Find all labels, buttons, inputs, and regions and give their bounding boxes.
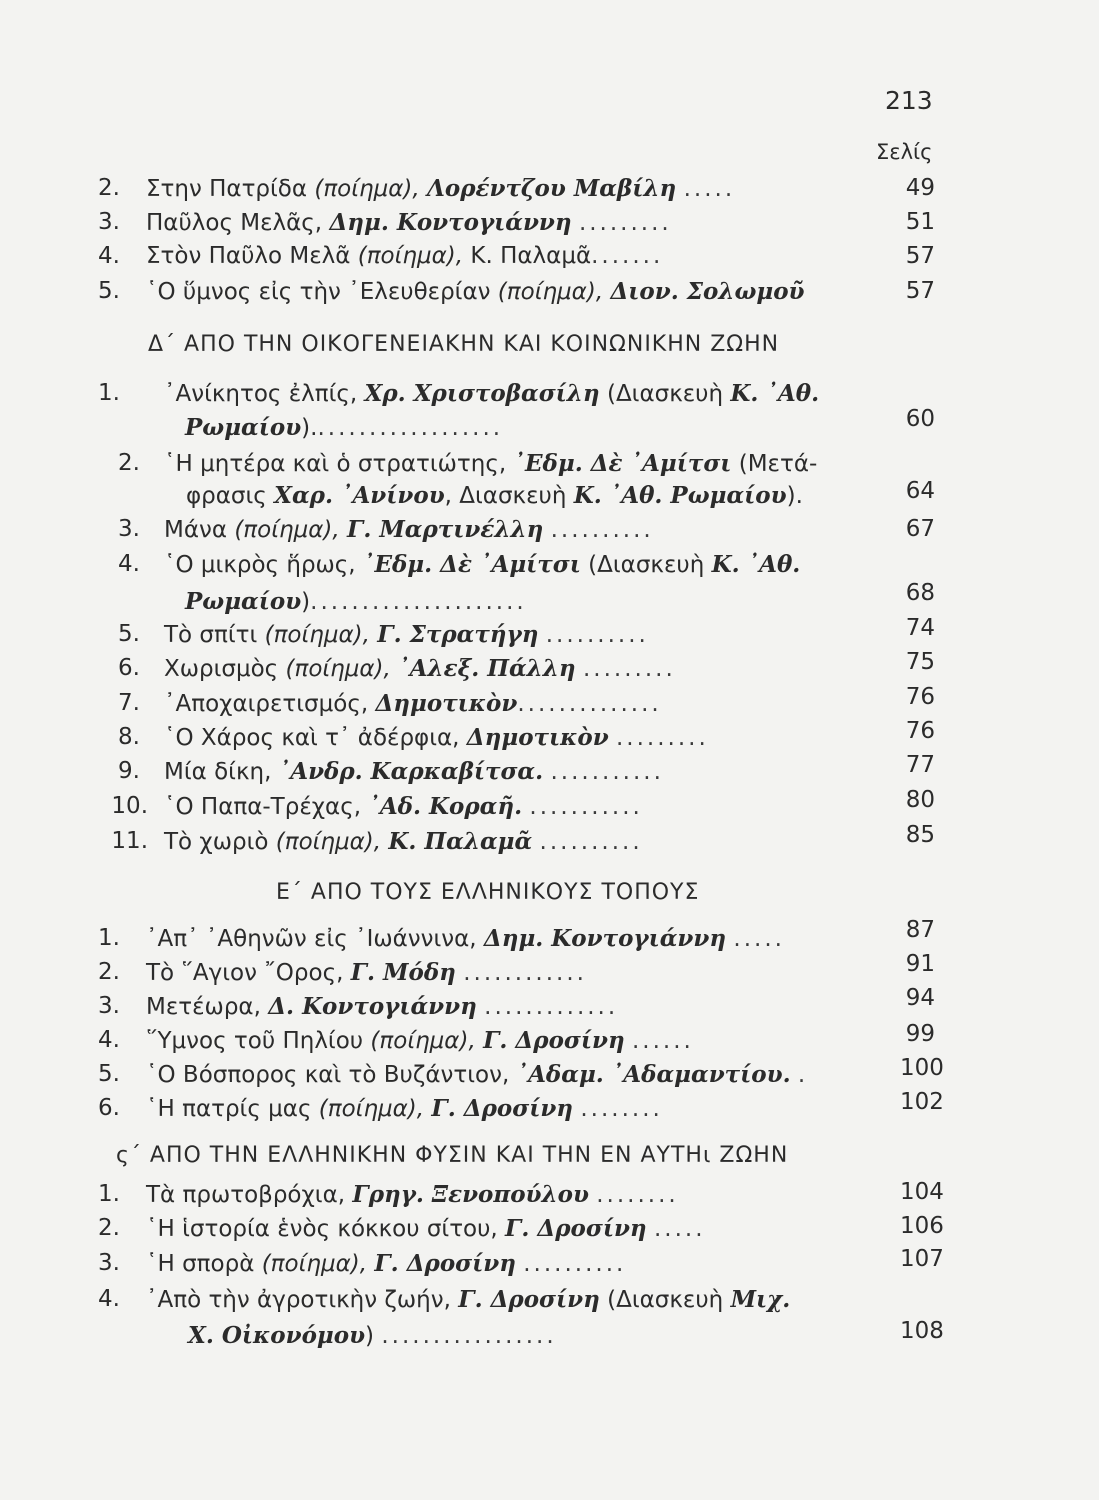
entry-note: (ποίημα),	[318, 1096, 432, 1122]
entry-author: Γ. Στρατήγη	[377, 621, 539, 648]
entry-author: ᾿Αδαμ. ᾿Αδαμαντίου.	[516, 1061, 791, 1088]
entry-note: )	[301, 589, 311, 615]
entry-note: (Διασκευὴ	[580, 552, 712, 578]
entry-leader-dots: .........	[578, 210, 672, 236]
entry-page: 104	[900, 1179, 944, 1205]
entry-number: 4.	[98, 1286, 120, 1312]
entry-note: (ποίημα),	[264, 622, 378, 648]
entry-title: Τὸ χωριὸ	[164, 829, 276, 855]
entry-title: Τὸ ῞Αγιον ῎Ορος,	[146, 960, 351, 986]
entry-page: 85	[905, 822, 935, 848]
entry-leader-dots: .....................	[310, 589, 527, 615]
entry-leader-dots: ..................	[317, 415, 504, 441]
entry-note: (Διασκευὴ	[599, 381, 731, 407]
entry-number: 4.	[118, 551, 140, 577]
entry-leader-dots: .............	[484, 994, 619, 1020]
entry-leader-dots: ..........	[523, 1251, 627, 1277]
entry-page: 100	[900, 1055, 944, 1081]
entry-title: ᾿Ανίκητος ἐλπίς,	[164, 381, 365, 407]
entry-note: ).	[301, 415, 318, 441]
entry-author: Δημ. Κοντογιάννη	[483, 925, 727, 952]
entry-number: 11.	[111, 828, 148, 854]
page-column-header: Σελίς	[876, 140, 933, 164]
entry-number: 1.	[98, 925, 120, 951]
section-heading: ς΄ ΑΠΟ ΤΗΝ ΕΛΛΗΝΙΚΗΝ ΦΥΣΙΝ ΚΑΙ ΤΗΝ ΕΝ ΑΥΤΗι ΖΩΗΝ	[116, 1143, 789, 1168]
entry-note: ).	[786, 483, 803, 509]
entry-title: Στὸν Παῦλο Μελᾶ	[146, 243, 358, 269]
entry-note: (ποίημα),	[275, 829, 389, 855]
entry-leader-dots: .........	[582, 656, 676, 682]
entry-number: 9.	[118, 758, 140, 784]
entry-leader-dots: .	[797, 1062, 809, 1088]
entry-note: (ποίημα),	[261, 1251, 375, 1277]
entry-number: 3.	[98, 993, 120, 1019]
entry-note: (ποίημα),	[314, 176, 428, 202]
entry-note: (ποίημα),	[285, 656, 399, 682]
entry-leader-dots: ..........	[539, 829, 643, 855]
entry-author: Γρηγ. Ξενοπούλου	[352, 1181, 589, 1208]
entry-number: 5.	[98, 278, 120, 304]
entry-leader-dots: ..........	[545, 622, 649, 648]
entry-title: Στην Πατρίδα	[146, 176, 315, 202]
entry-translator: Χαρ. ᾿Ανίνου	[274, 482, 445, 509]
entry-title: ῾Ο Χάρος καὶ τ᾿ ἀδέρφια,	[164, 725, 467, 751]
entry-title: Τὸ σπίτι	[164, 622, 265, 648]
entry-page: 99	[905, 1021, 935, 1047]
entry-page: 108	[900, 1318, 944, 1344]
entry-leader-dots: .................	[381, 1323, 557, 1349]
entry-number: 2.	[98, 959, 120, 985]
entry-author: ᾿Αλεξ. Πάλλη	[398, 655, 576, 682]
entry-leader-dots: ..........	[550, 517, 654, 543]
entry-author: Γ. Δροσίνη	[431, 1095, 574, 1122]
entry-title: ῞Υμνος τοῦ Πηλίου	[146, 1028, 371, 1054]
entry-author: Γ. Δροσίνη	[483, 1027, 625, 1054]
entry-number: 4.	[98, 1027, 120, 1053]
entry-title: ῾Η πατρίς μας	[146, 1096, 319, 1122]
entry-page: 80	[905, 787, 935, 813]
entry-leader-dots: ...........	[550, 759, 664, 785]
entry-page: 74	[905, 615, 935, 641]
entry-adapter: Κ. ᾿Αθ.	[711, 551, 801, 578]
entry-number: 5.	[118, 621, 140, 647]
entry-number: 3.	[98, 209, 120, 235]
entry-page: 57	[905, 243, 935, 269]
entry-page: 107	[900, 1246, 944, 1272]
entry-author: Κ. Παλαμᾶ	[470, 243, 592, 269]
entry-title: ᾿Απὸ τὴν ἀγροτικὴν ζωήν,	[146, 1287, 459, 1313]
entry-title: ῾Η ἱστορία ἑνὸς κόκκου σίτου,	[146, 1216, 506, 1242]
entry-title: Μάνα	[164, 517, 235, 543]
entry-page: 49	[905, 175, 935, 201]
entry-leader-dots: ...........	[529, 794, 643, 820]
entry-author: Γ. Μαρτινέλλη	[346, 516, 544, 543]
entry-leader-dots: .....	[683, 176, 736, 202]
entry-leader-dots: ........	[580, 1096, 663, 1122]
entry-title: Παῦλος Μελᾶς,	[146, 210, 330, 236]
entry-title: Χωρισμὸς	[164, 656, 286, 682]
entry-title: ῾Η μητέρα καὶ ὁ στρατιώτης,	[164, 451, 514, 477]
entry-leader-dots: .....	[733, 926, 785, 952]
entry-note: )	[365, 1323, 375, 1349]
entry-number: 2.	[118, 450, 140, 476]
entry-page: 76	[905, 684, 935, 710]
entry-title: ῾Ο μικρὸς ἥρως,	[164, 552, 363, 578]
entry-title: ῾Ο ὕμνος εἰς τὴν ᾿Ελευθερίαν	[146, 279, 498, 305]
entry-page: 106	[900, 1213, 944, 1239]
entry-number: 4.	[98, 243, 120, 269]
entry-page: 64	[905, 478, 935, 504]
entry-author: Δημοτικὸν	[375, 690, 518, 717]
entry-note: (ποίημα),	[357, 243, 471, 269]
entry-number: 2.	[98, 1215, 120, 1241]
entry-title: ᾿Αποχαιρετισμός,	[164, 691, 376, 717]
entry-page: 60	[905, 406, 935, 432]
entry-page: 77	[905, 752, 935, 778]
entry-number: 10.	[111, 793, 148, 819]
entry-note: (ποίημα),	[234, 517, 347, 543]
entry-page: 76	[905, 718, 935, 744]
entry-author: ᾿Εδμ. Δὲ ᾿Αμίτσι	[362, 551, 581, 578]
entry-adapter: Μιχ.	[730, 1286, 791, 1313]
entry-adapter: Ρωμαίου	[185, 414, 302, 441]
entry-title: Μετέωρα,	[146, 994, 269, 1020]
entry-title: Μία δίκη,	[164, 759, 279, 785]
entry-number: 1.	[98, 380, 120, 406]
entry-note: (ποίημα),	[497, 279, 611, 305]
entry-author: ᾿Εδμ. Δὲ ᾿Αμίτσι	[513, 450, 732, 477]
entry-page: 75	[905, 649, 935, 675]
entry-title: Τὰ πρωτοβρόχια,	[146, 1182, 353, 1208]
entry-author: Γ. Δροσίνη	[458, 1286, 600, 1313]
entry-author: Δημοτικὸν	[466, 724, 609, 751]
entry-author: Διον. Σολωμοῦ	[610, 278, 805, 305]
entry-page: 87	[905, 917, 935, 943]
entry-leader-dots: .........	[616, 725, 709, 751]
entry-leader-dots: .....	[653, 1216, 706, 1242]
entry-author: Κ. Παλαμᾶ	[388, 828, 533, 855]
entry-author: Χρ. Χριστοβασίλη	[364, 380, 600, 407]
entry-author: Λορέντζου Μαβίλη	[427, 175, 677, 202]
entry-note: (Μετά-	[731, 451, 818, 477]
entry-page: 51	[905, 209, 935, 235]
entry-author: Γ. Δροσίνη	[374, 1250, 516, 1277]
section-heading: Ε΄ ΑΠΟ ΤΟΥΣ ΕΛΛΗΝΙΚΟΥΣ ΤΟΠΟΥΣ	[276, 880, 700, 905]
entry-adapter: Κ. ᾿Αθ. Ρωμαίου	[573, 482, 787, 509]
entry-number: 3.	[98, 1250, 120, 1276]
entry-adapter: Κ. ᾿Αθ.	[730, 380, 820, 407]
entry-author: ᾿Αδ. Κοραῆ.	[368, 793, 523, 820]
entry-number: 1.	[98, 1181, 120, 1207]
entry-author: Γ. Μόδη	[350, 959, 456, 986]
entry-title: ῾Ο Παπα-Τρέχας,	[164, 794, 369, 820]
entry-title: ᾿Απ᾿ ᾿Αθηνῶν εἰς ᾿Ιωάννινα,	[146, 926, 484, 952]
entry-author: Δημ. Κοντογιάννη	[329, 209, 572, 236]
section-heading: Δ΄ ΑΠΟ ΤΗΝ ΟΙΚΟΓΕΝΕΙΑΚΗΝ ΚΑΙ ΚΟΙΝΩΝΙΚΗΝ ΖΩΗΝ	[148, 332, 780, 357]
entry-title: ῾Η σπορὰ	[146, 1251, 262, 1277]
entry-author: Δ. Κοντογιάννη	[268, 993, 477, 1020]
entry-number: 5.	[98, 1061, 120, 1087]
entry-note: (Διασκευὴ	[599, 1287, 731, 1313]
page-number: 213	[885, 86, 933, 115]
entry-page: 91	[905, 951, 935, 977]
entry-leader-dots: ......	[631, 1028, 694, 1054]
entry-leader-dots: ............	[463, 960, 587, 986]
entry-author: Γ. Δροσίνη	[505, 1215, 647, 1242]
entry-title: ῾Ο Βόσπορος καὶ τὸ Βυζάντιον,	[146, 1062, 517, 1088]
entry-title: φρασις	[186, 483, 275, 509]
entry-page: 94	[905, 985, 935, 1011]
entry-number: 6.	[118, 655, 140, 681]
entry-page: 68	[905, 580, 935, 606]
entry-leader-dots: ..............	[517, 691, 662, 717]
entry-adapter: Χ. Οἰκονόμου	[188, 1322, 366, 1349]
entry-note: , Διασκευὴ	[444, 483, 574, 509]
entry-adapter: Ρωμαίου	[185, 588, 302, 615]
entry-number: 6.	[98, 1095, 120, 1121]
entry-number: 3.	[118, 516, 140, 542]
entry-leader-dots: ........	[596, 1182, 679, 1208]
entry-leader-dots: .......	[591, 243, 664, 269]
entry-number: 2.	[98, 175, 120, 201]
entry-page: 102	[900, 1089, 944, 1115]
entry-page: 57	[905, 278, 935, 304]
entry-number: 7.	[118, 690, 140, 716]
entry-number: 8.	[118, 724, 140, 750]
entry-page: 67	[905, 516, 935, 542]
entry-note: (ποίημα),	[370, 1028, 484, 1054]
entry-author: ᾿Ανδρ. Καρκαβίτσα.	[278, 758, 544, 785]
